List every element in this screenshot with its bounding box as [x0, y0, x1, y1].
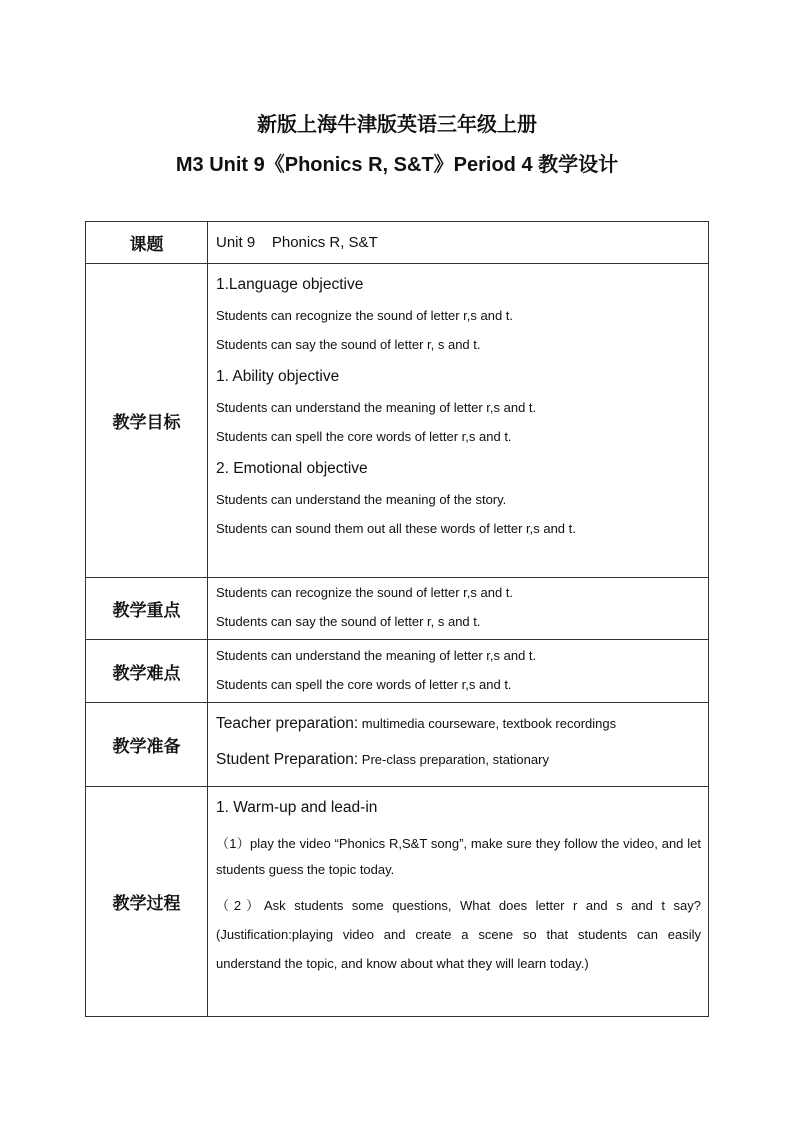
topic-label: 课题 — [86, 222, 208, 264]
document-subtitle: M3 Unit 9《Phonics R, S&T》Period 4 教学设计 — [175, 154, 619, 176]
objectives-label: 教学目标 — [86, 264, 208, 578]
ability-objective-line: Students can spell the core words of letter r,s and t. — [216, 429, 512, 444]
objectives-cell — [208, 264, 709, 578]
teacher-preparation-lead: Teacher preparation: — [216, 715, 359, 732]
student-preparation-text: Pre-class preparation, stationary — [358, 752, 549, 767]
ability-objective-heading: 1. Ability objective — [216, 368, 340, 385]
topic-value: Unit 9 Phonics R, S&T — [216, 234, 378, 251]
key-points-row — [86, 578, 709, 640]
preparation-cell — [208, 703, 709, 787]
language-objective-heading: 1.Language objective — [216, 276, 364, 293]
preparation-label: 教学准备 — [86, 703, 208, 787]
emotional-objective-line: Students can sound them out all these words of letter r,s and t. — [216, 521, 576, 536]
process-step-2: （2）Ask students some questions, What does letter r and s and t say? (Justification:playing video and create a scene so that students can easily understand the topic, and know about what they will learn today.) — [216, 898, 701, 971]
process-step-1: （1）play the video “Phonics R,S&T song”, make sure they follow the video, and let students guess the topic today. — [216, 836, 701, 877]
language-objective-line: Students can recognize the sound of letter r,s and t. — [216, 308, 514, 323]
ability-objective-line: Students can understand the meaning of letter r,s and t. — [216, 400, 537, 415]
key-points-label: 教学重点 — [86, 578, 208, 640]
language-objective-line: Students can say the sound of letter r, s and t. — [216, 337, 481, 352]
emotional-objective-heading: 2. Emotional objective — [216, 460, 368, 477]
key-point-line: Students can recognize the sound of letter r,s and t. — [216, 585, 514, 600]
document-title: 新版上海牛津版英语三年级上册 — [257, 114, 537, 136]
process-heading: 1. Warm-up and lead-in — [216, 799, 378, 816]
difficult-point-line: Students can spell the core words of letter r,s and t. — [216, 677, 512, 692]
emotional-objective-line: Students can understand the meaning of the story. — [216, 492, 507, 507]
difficult-points-label: 教学难点 — [86, 640, 208, 703]
key-point-line: Students can say the sound of letter r, s and t. — [216, 614, 481, 629]
teacher-preparation-text: multimedia courseware, textbook recordings — [358, 716, 617, 731]
process-row — [86, 787, 709, 1017]
objectives-row — [86, 264, 709, 578]
lesson-plan-table — [85, 221, 709, 1017]
difficult-points-cell — [208, 640, 709, 703]
student-preparation-lead: Student Preparation: — [216, 751, 359, 768]
process-label: 教学过程 — [86, 787, 208, 1017]
difficult-point-line: Students can understand the meaning of letter r,s and t. — [216, 648, 537, 663]
process-cell — [208, 787, 709, 1017]
preparation-row — [86, 703, 709, 787]
student-preparation — [216, 751, 701, 769]
key-points-cell — [208, 578, 709, 640]
topic-row — [86, 222, 709, 264]
teacher-preparation — [216, 715, 701, 733]
topic-cell — [208, 222, 709, 264]
difficult-points-row — [86, 640, 709, 703]
